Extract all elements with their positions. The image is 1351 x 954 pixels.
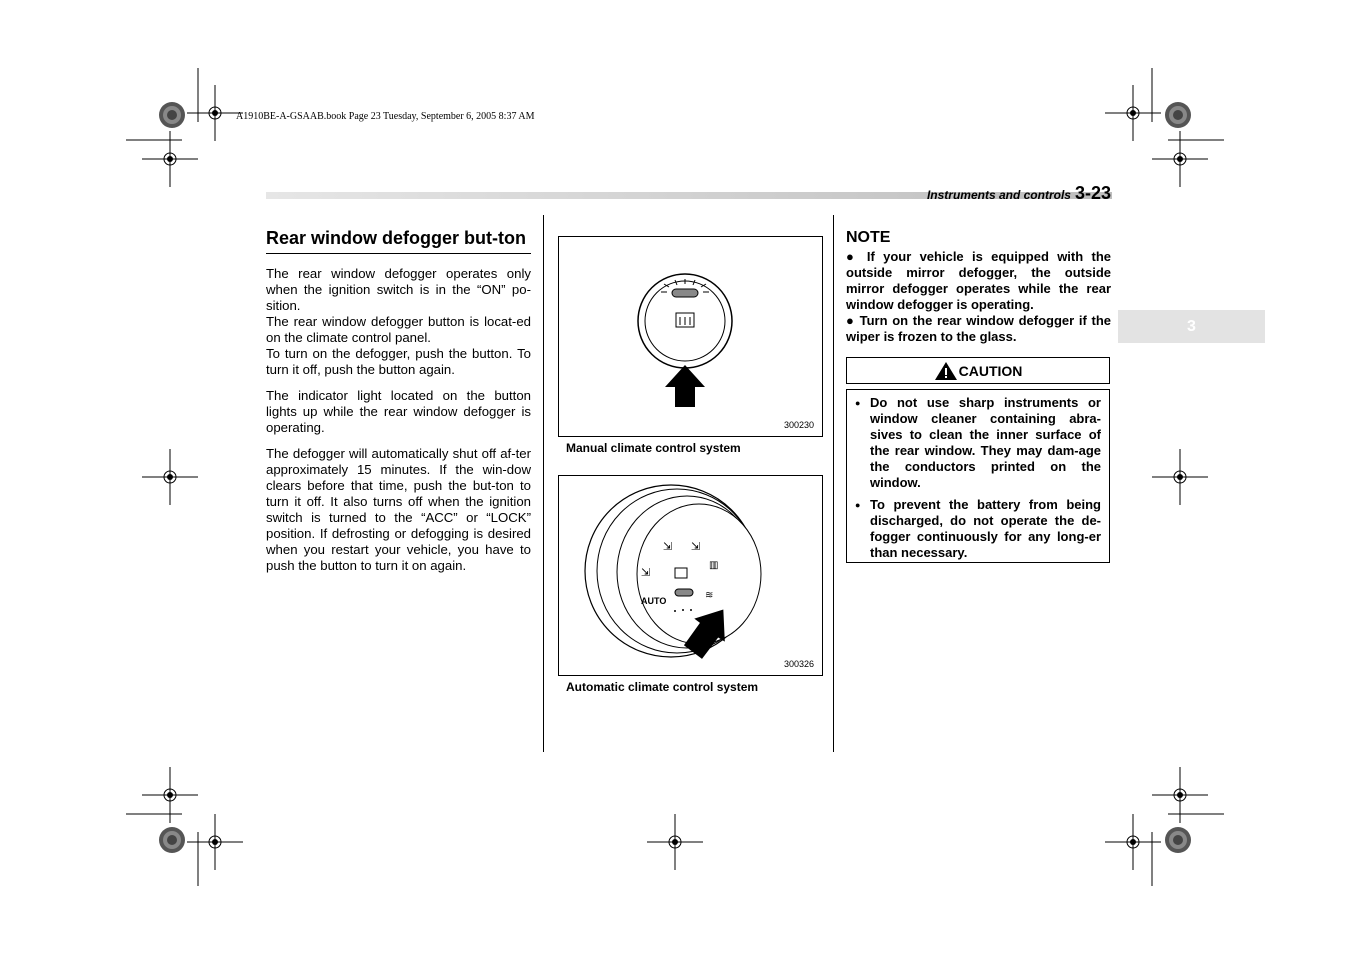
page-number: 3-23 [1074, 183, 1111, 203]
note-item: ● If your vehicle is equipped with the outside mirror defogger, the outside mirror defogger operates while the rear window defogger is operating. [846, 249, 1111, 312]
caution-item: ● Do not use sharp instruments or window cleaner containing abra-sives to clean the inner surface of the rear window. They may dam-age the conductors printed on the window. [855, 395, 1101, 491]
note-title: NOTE [846, 229, 891, 246]
svg-text:⇲: ⇲ [641, 566, 651, 579]
paragraph: The indicator light located on the button lights up while the rear window defogger is operating. [266, 388, 531, 435]
svg-text:≋: ≋ [705, 590, 714, 601]
defogger-button-illustration [559, 237, 822, 436]
warning-triangle-icon [934, 361, 958, 381]
section-heading: Rear window defogger but-ton [266, 228, 531, 254]
figure-manual-control [558, 236, 823, 437]
caution-body [846, 389, 1110, 563]
chapter-tab-label: 3 [1187, 317, 1196, 335]
chapter-tab [1118, 310, 1265, 343]
figure-caption: Automatic climate control system [566, 680, 759, 694]
left-column [266, 228, 531, 584]
figure-automatic-control [558, 475, 823, 676]
column-divider [833, 215, 834, 752]
svg-text:⇲: ⇲ [691, 540, 701, 553]
climate-panel-illustration [559, 476, 822, 675]
paragraph: The rear window defogger operates only when the ignition switch is in the “ON” po-sition. The rear window defogger button is locat-ed on the climate control panel. To turn on the defogger, push the button. To turn it off, push the button again. [266, 266, 531, 377]
caution-header [846, 357, 1110, 384]
svg-text:▥: ▥ [709, 560, 719, 571]
svg-text:⇲: ⇲ [663, 540, 673, 553]
note-block [846, 229, 1111, 345]
caution-title: CAUTION [958, 362, 1023, 379]
running-header [927, 183, 1111, 204]
figure-code: 300326 [783, 659, 814, 669]
print-meta-line: A1910BE-A-GSAAB.book Page 23 Tuesday, September 6, 2005 8:37 AM [236, 111, 535, 122]
note-item: ● Turn on the rear window defogger if the wiper is frozen to the glass. [846, 313, 1112, 344]
caution-item: ● To prevent the battery from being discharged, do not operate the de-fogger continuously for any long-er than necessary. [855, 497, 1101, 561]
auto-label: AUTO [641, 596, 667, 606]
figure-caption: Manual climate control system [566, 441, 741, 455]
section-title: Instruments and controls [926, 188, 1071, 202]
paragraph: The defogger will automatically shut off af-ter approximately 15 minutes. If the win-dow clears before that time, push the but-ton to turn it off. It also turns off when the ignition switch is turned to the “ACC” or “LOCK” position. If defrosting or defogging is desired when you restart your vehicle, you have to push the button to turn it on again. [266, 446, 531, 573]
figure-code: 300230 [783, 420, 814, 430]
column-divider [543, 215, 544, 752]
